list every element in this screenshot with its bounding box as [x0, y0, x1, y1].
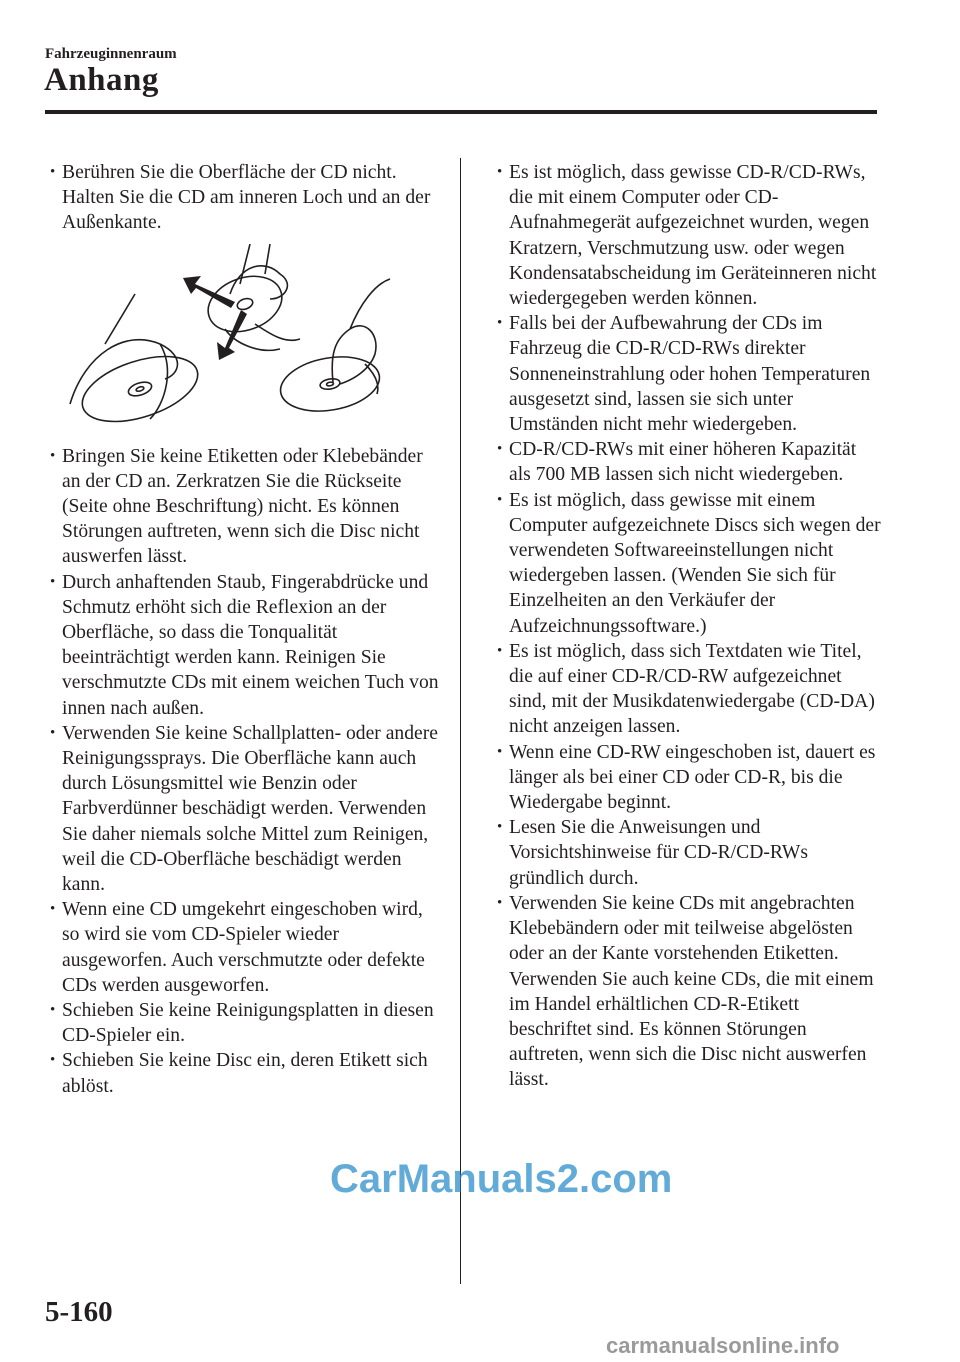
page-title: Anhang: [44, 62, 159, 98]
list-item-text: Verwenden Sie keine Schallplatten- oder andere Reinigungssprays. Die Oberfläche kann auch durch Lösungsmittel wie Benzin oder Farbverdünner beschädigt werden. Verwenden Sie daher niemals solche Mittel zum Reinigen, weil die CD-Oberfläche beschädigt werden kann.: [62, 722, 438, 896]
list-item: [50, 1048, 440, 1098]
watermark-top: CarManuals2.com: [330, 1157, 673, 1201]
list-item: [50, 897, 440, 998]
list-item-text: Berühren Sie die Oberfläche der CD nicht. Halten Sie die CD am inneren Loch und an der Außenkante.: [62, 162, 431, 234]
list-item: [497, 437, 882, 487]
list-item-text: Wenn eine CD umgekehrt eingeschoben wird, so wird sie vom CD-Spieler wieder ausgeworfen. Auch verschmutzte oder defekte CDs werden ausgeworfen.: [62, 899, 425, 996]
watermark-bottom: carmanualsonline.info: [606, 1333, 840, 1358]
bullet: •: [50, 573, 56, 590]
list-item-text: Schieben Sie keine Disc ein, deren Etikett sich ablöst.: [62, 1050, 428, 1097]
list-item: [497, 639, 882, 740]
bullet: •: [497, 164, 503, 180]
bullet: •: [497, 819, 503, 836]
column-divider: [460, 158, 461, 1284]
bullet: •: [497, 491, 503, 508]
bullet: •: [50, 1002, 56, 1019]
list-item: [497, 891, 882, 1093]
list-item: [497, 815, 882, 891]
section-heading: Fahrzeuginnenraum: [45, 46, 177, 62]
cd-handling-illustration: [50, 244, 440, 434]
bullet: •: [497, 441, 503, 458]
bullet: •: [50, 724, 56, 741]
left-column: [50, 160, 440, 1099]
list-item-text: Es ist möglich, dass sich Textdaten wie Titel, die auf einer CD-R/CD-RW aufgezeichnet sind, mit der Musikdatenwiedergabe (CD-DA) nicht anzeigen lassen.: [509, 640, 875, 738]
list-item: [497, 740, 882, 816]
list-item-text: Lesen Sie die Anweisungen und Vorsichtshinweise für CD-R/CD-RWs gründlich durch.: [509, 817, 808, 889]
bullet: •: [50, 164, 56, 180]
list-item-text: Bringen Sie keine Etiketten oder Klebebänder an der CD an. Zerkratzen Sie die Rückseite (Seite ohne Beschriftung) nicht. Es können Störungen auftreten, wenn sich die Disc nicht auswerfen lässt.: [62, 445, 423, 568]
list-item: [50, 444, 440, 570]
list-item-text: Es ist möglich, dass gewisse CD-R/CD-RWs, die mit einem Computer oder CD-Aufnahmegerät aufgezeichnet wurden, wegen Kratzern, Verschmutzung usw. oder wegen Kondensatabscheidung im Geräteinneren nicht wiedergegeben werden können.: [509, 162, 877, 310]
list-item-text: Schieben Sie keine Reinigungsplatten in diesen CD-Spieler ein.: [62, 1000, 434, 1047]
bullet: •: [497, 894, 503, 911]
list-item: [497, 488, 882, 639]
bullet: •: [50, 447, 56, 464]
right-column: [497, 160, 882, 1093]
list-item-text: Wenn eine CD-RW eingeschoben ist, dauert es länger als bei einer CD oder CD-R, bis die Wiedergabe beginnt.: [509, 741, 876, 814]
bullet: •: [50, 901, 56, 918]
list-item: [50, 721, 440, 897]
page-number: 5-160: [45, 1296, 113, 1328]
bullet: •: [497, 743, 503, 760]
header-rule: [45, 110, 877, 114]
bullet: •: [497, 642, 503, 659]
list-item-text: Falls bei der Aufbewahrung der CDs im Fahrzeug die CD-R/CD-RWs direkter Sonneneinstrahlung oder hohen Temperaturen ausgesetzt sind, lassen sie sich unter Umständen nicht mehr wiedergeben.: [509, 313, 871, 436]
list-item-text: CD-R/CD-RWs mit einer höheren Kapazität als 700 MB lassen sich nicht wiedergeben.: [509, 439, 857, 486]
list-item: [50, 160, 440, 236]
list-item: [497, 311, 882, 437]
list-item-text: Verwenden Sie keine CDs mit angebrachten Klebebändern oder mit teilweise abgelösten oder an der Kante vorstehenden Etiketten. Verwenden Sie auch keine CDs, die mit einem im Handel erhältlichen CD-R-Etikett beschriftet sind. Es können Störungen auftreten, wenn sich die Disc nicht auswerfen lässt.: [509, 892, 874, 1091]
list-item: [497, 160, 882, 311]
list-item-text: Es ist möglich, dass gewisse mit einem Computer aufgezeichnete Discs sich wegen der verwendeten Softwareeinstellungen nicht wiedergeben lassen. (Wenden Sie sich für Einzelheiten an den Verkäufer der Aufzeichnungssoftware.): [509, 489, 881, 637]
list-item: [50, 570, 440, 721]
list-item-text: Durch anhaftenden Staub, Fingerabdrücke und Schmutz erhöht sich die Reflexion an der Oberfläche, so dass die Tonqualität beeinträchtigt werden kann. Reinigen Sie verschmutzte CDs mit einem weichen Tuch von innen nach außen.: [62, 571, 439, 719]
bullet: •: [497, 315, 503, 332]
bullet: •: [50, 1052, 56, 1069]
list-item: [50, 998, 440, 1048]
